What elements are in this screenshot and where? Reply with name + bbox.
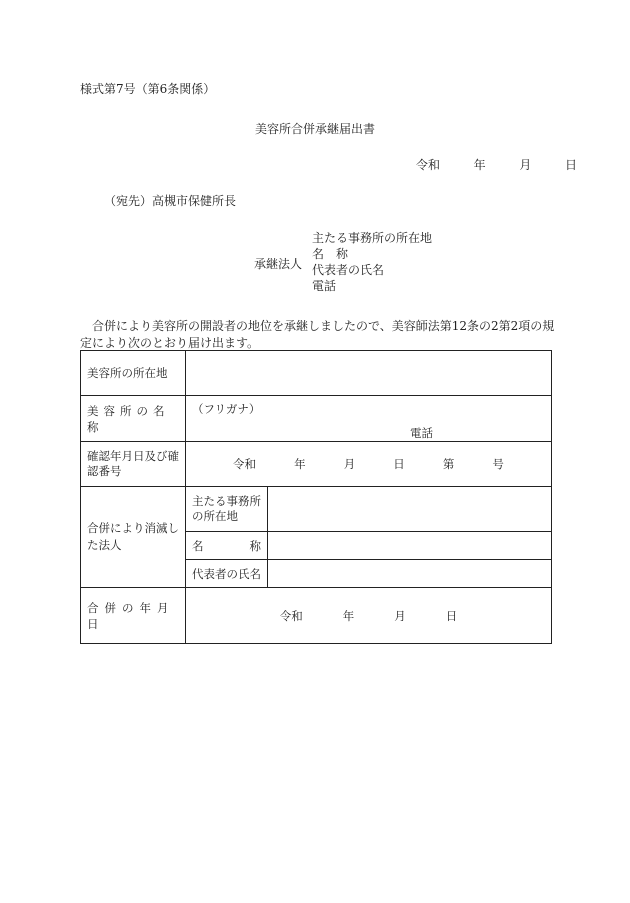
dissolved-office-field[interactable] — [268, 487, 552, 532]
dissolved-rep-label: 代表者の氏名 — [192, 566, 261, 581]
dissolved-office-label: 主たる事務所の所在地 — [192, 494, 261, 523]
confirmation-label: 確認年月日及び確認番号 — [87, 449, 179, 478]
merger-day: 日 — [445, 608, 458, 623]
document-title: 美容所合併承継届出書 — [254, 122, 375, 136]
merger-month: 月 — [394, 608, 406, 623]
form-number: 様式第7号（第6条関係） — [80, 82, 216, 96]
salon-address-field[interactable] — [186, 351, 552, 396]
applicant-fields — [312, 230, 432, 294]
merger-date-field[interactable] — [186, 588, 552, 644]
salon-phone-label: 電話 — [410, 426, 433, 440]
salon-name-field[interactable] — [186, 396, 552, 442]
confirmation-era: 令和 — [233, 457, 257, 471]
applicant-name-label: 名 称 — [312, 247, 349, 261]
date-month: 月 — [519, 158, 532, 172]
statement-text: 合併により美容所の開設者の地位を承継しましたので、美容師法第12条の2第2項の規定により次のとおり届け出ます。 — [80, 319, 555, 350]
dissolved-office-label-cell — [186, 487, 268, 532]
dissolved-name-label-b: 称 — [249, 538, 261, 553]
merger-date-label: 合併の年月日 — [87, 600, 175, 631]
applicant-office-label: 主たる事務所の所在地 — [312, 231, 433, 245]
applicant-rep-label: 代表者の氏名 — [312, 263, 385, 277]
dissolved-label-cell — [81, 487, 186, 588]
confirmation-no: 第 — [442, 457, 455, 471]
date-year: 年 — [473, 158, 486, 172]
dissolved-rep-label-cell — [186, 560, 268, 588]
confirmation-num: 号 — [492, 457, 504, 471]
merger-year: 年 — [342, 608, 355, 623]
dissolved-name-label-cell — [186, 532, 268, 560]
salon-address-label: 美容所の所在地 — [87, 366, 168, 380]
dissolved-name-label-a: 名 — [192, 538, 204, 553]
date-era: 令和 — [416, 158, 441, 172]
furigana-label: （フリガナ） — [192, 402, 261, 416]
date-day: 日 — [565, 158, 578, 172]
confirmation-field[interactable] — [186, 442, 552, 487]
dissolved-name-field[interactable] — [268, 532, 552, 560]
salon-address-label-cell — [81, 351, 186, 396]
confirmation-year: 年 — [294, 457, 306, 471]
merger-date-label-cell — [81, 588, 186, 644]
notification-table — [80, 350, 552, 644]
confirmation-month: 月 — [343, 457, 356, 471]
confirmation-day: 日 — [393, 457, 405, 471]
salon-name-label: 美容所の名称 — [87, 403, 170, 434]
confirmation-label-cell — [81, 442, 186, 487]
addressee: （宛先）高槻市保健所長 — [104, 194, 237, 208]
submission-date — [416, 156, 577, 173]
applicant-label: 承継法人 — [254, 257, 303, 271]
merger-era: 令和 — [279, 608, 303, 623]
salon-name-label-cell — [81, 396, 186, 442]
dissolved-rep-field[interactable] — [268, 560, 552, 588]
dissolved-label: 合併により消滅した法人 — [87, 521, 179, 552]
applicant-phone-label: 電話 — [312, 279, 337, 293]
